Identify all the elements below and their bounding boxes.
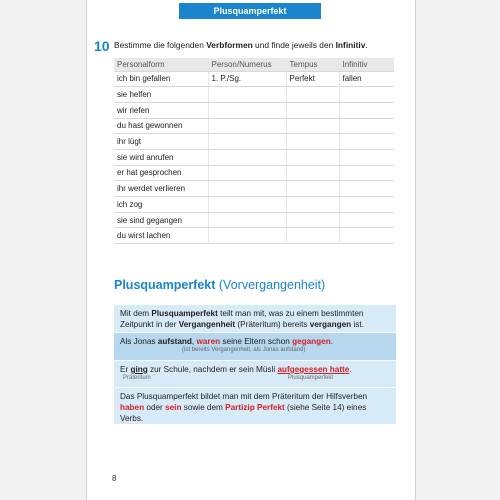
cell-infinitiv[interactable] xyxy=(339,102,394,118)
cell-person-numerus[interactable] xyxy=(208,212,286,228)
cell-personalform: du hast gewonnen xyxy=(114,118,208,134)
cell-person-numerus[interactable]: 1. P./Sg. xyxy=(208,71,286,87)
cell-infinitiv[interactable] xyxy=(339,87,394,103)
cell-tempus[interactable] xyxy=(286,87,339,103)
example-box-2 xyxy=(114,361,396,387)
table-row xyxy=(114,197,394,213)
cell-infinitiv[interactable]: fallen xyxy=(339,71,394,87)
table-row xyxy=(114,149,394,165)
cell-tempus[interactable]: Perfekt xyxy=(286,71,339,87)
table-row xyxy=(114,165,394,181)
cell-infinitiv[interactable] xyxy=(339,149,394,165)
table-row xyxy=(114,228,394,244)
cell-infinitiv[interactable] xyxy=(339,134,394,150)
header-infinitiv: Infinitiv xyxy=(339,58,394,71)
cell-tempus[interactable] xyxy=(286,212,339,228)
label-praeteritum: Präteritum xyxy=(123,375,151,381)
cell-tempus[interactable] xyxy=(286,102,339,118)
cell-person-numerus[interactable] xyxy=(208,181,286,197)
chapter-tab: Plusquamperfekt xyxy=(179,3,321,19)
cell-personalform: sie sind gegangen xyxy=(114,212,208,228)
cell-personalform: ihr werdet verlieren xyxy=(114,181,208,197)
table-row xyxy=(114,71,394,87)
formation-box: Das Plusquamperfekt bildet man mit dem Präteritum der Hilfsverben haben oder sein sowie dem Partizip Perfekt (siehe Seite 14) eines Verbs. xyxy=(114,388,396,424)
cell-infinitiv[interactable] xyxy=(339,181,394,197)
table-row xyxy=(114,118,394,134)
cell-person-numerus[interactable] xyxy=(208,118,286,134)
cell-tempus[interactable] xyxy=(286,197,339,213)
verb-table xyxy=(114,58,394,244)
cell-person-numerus[interactable] xyxy=(208,134,286,150)
cell-personalform: sie wird anrufen xyxy=(114,149,208,165)
cell-personalform: er hat gesprochen xyxy=(114,165,208,181)
cell-tempus[interactable] xyxy=(286,118,339,134)
cell-personalform: ich zog xyxy=(114,197,208,213)
cell-personalform: du wirst lachen xyxy=(114,228,208,244)
cell-person-numerus[interactable] xyxy=(208,149,286,165)
table-row xyxy=(114,87,394,103)
cell-person-numerus[interactable] xyxy=(208,102,286,118)
cell-tempus[interactable] xyxy=(286,134,339,150)
cell-infinitiv[interactable] xyxy=(339,165,394,181)
header-personalform: Personalform xyxy=(114,58,208,71)
cell-infinitiv[interactable] xyxy=(339,118,394,134)
section-title: Plusquamperfekt (Vorvergangenheit) xyxy=(114,278,326,292)
cell-tempus[interactable] xyxy=(286,149,339,165)
cell-tempus[interactable] xyxy=(286,228,339,244)
cell-personalform: sie helfen xyxy=(114,87,208,103)
cell-personalform: wir riefen xyxy=(114,102,208,118)
table-row xyxy=(114,134,394,150)
cell-person-numerus[interactable] xyxy=(208,165,286,181)
example-note: (ist bereits Vergangenheit, als Jonas aufstand) xyxy=(182,347,306,353)
definition-box: Mit dem Plusquamperfekt teilt man mit, was zu einem bestimmten Zeitpunkt in der Vergangenheit (Präteritum) bereits vergangen ist. xyxy=(114,305,396,332)
header-tempus: Tempus xyxy=(286,58,339,71)
page-number: 8 xyxy=(112,474,117,483)
table-row xyxy=(114,212,394,228)
cell-infinitiv[interactable] xyxy=(339,212,394,228)
table-header-row xyxy=(114,58,394,71)
example-box-1 xyxy=(114,333,396,360)
cell-infinitiv[interactable] xyxy=(339,228,394,244)
cell-person-numerus[interactable] xyxy=(208,197,286,213)
cell-person-numerus[interactable] xyxy=(208,87,286,103)
example-sentence-1: Als Jonas aufstand, waren seine Eltern schon gegangen. xyxy=(120,337,334,346)
task-instruction: Bestimme die folgenden Verbformen und finde jeweils den Infinitiv. xyxy=(114,40,368,50)
task-number: 10 xyxy=(94,38,110,54)
cell-personalform: ihr lügt xyxy=(114,134,208,150)
cell-tempus[interactable] xyxy=(286,165,339,181)
cell-person-numerus[interactable] xyxy=(208,228,286,244)
cell-infinitiv[interactable] xyxy=(339,197,394,213)
table-row xyxy=(114,181,394,197)
cell-personalform: ich bin gefallen xyxy=(114,71,208,87)
header-person-numerus: Person/Numerus xyxy=(208,58,286,71)
cell-tempus[interactable] xyxy=(286,181,339,197)
label-plusquamperfekt: Plusquamperfekt xyxy=(288,375,334,381)
table-row xyxy=(114,102,394,118)
example-sentence-2: Er ging zur Schule, nachdem er sein Müsli aufgegessen hatte. xyxy=(120,365,352,374)
